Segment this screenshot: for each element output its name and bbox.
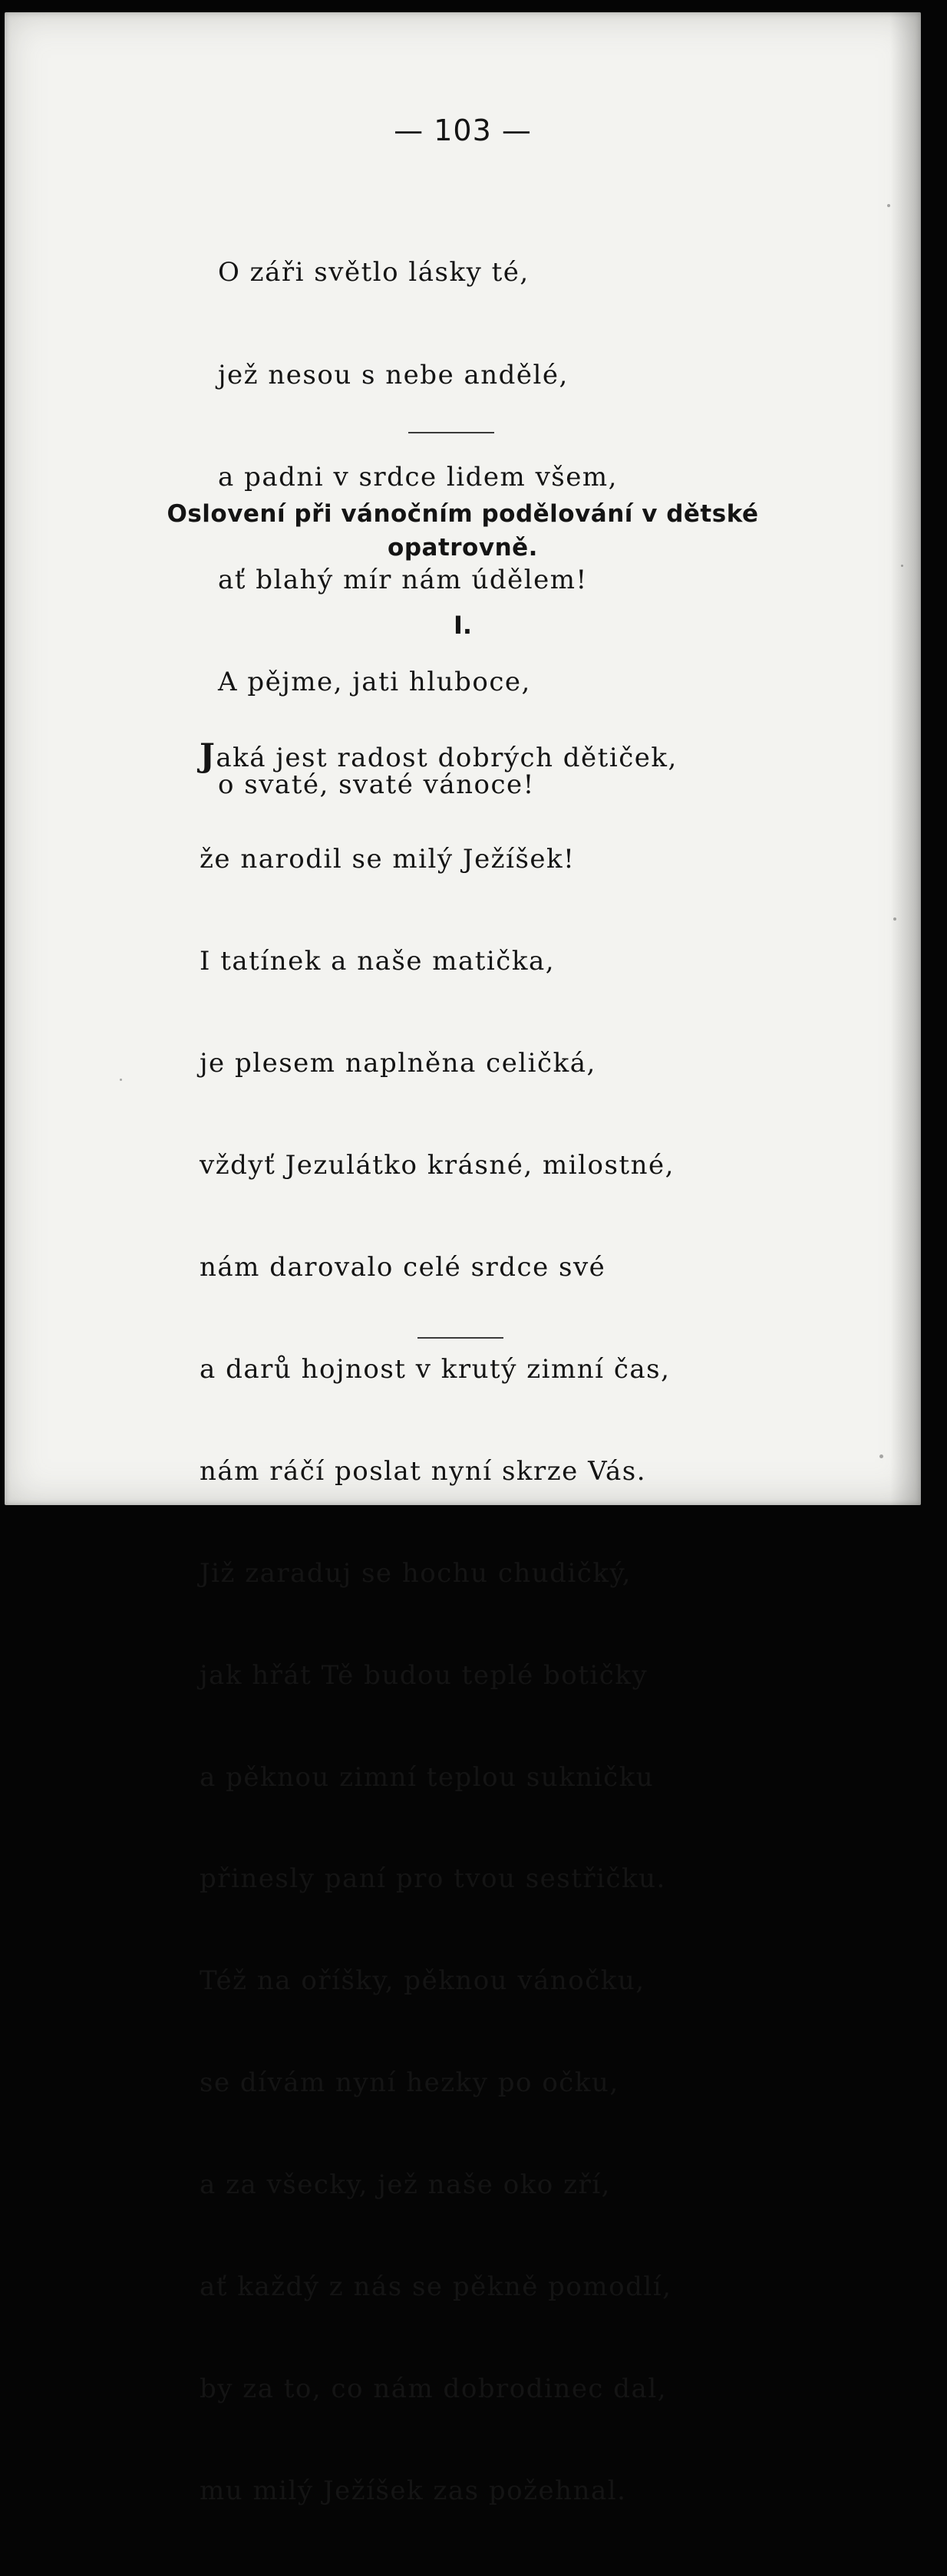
section-number: I. xyxy=(453,611,473,640)
paper-speck xyxy=(893,917,896,921)
paper-speck xyxy=(901,565,903,567)
section-title-line-2: opatrovně. xyxy=(388,534,538,562)
poem-line: ať každý z nás se pěkně pomodlí, xyxy=(200,2271,672,2302)
poem-line: O záři světlo lásky té, xyxy=(218,257,530,288)
poem-line: jak hřát Tě budou teplé botičky xyxy=(200,1659,648,1691)
paper-speck xyxy=(887,204,890,207)
poem-line: by za to, co nám dobrodinec dal, xyxy=(200,2373,667,2404)
section-divider xyxy=(408,432,494,433)
paper-speck xyxy=(120,1079,122,1081)
poem-line: je plesem naplněna celičká, xyxy=(200,1048,596,1079)
poem-line: přinesly paní pro tvou sestřičku. xyxy=(200,1863,666,1895)
poem-line: o svaté, svaté vánoce! xyxy=(218,769,535,800)
section-title-line-1: Oslovení při vánočním podělování v dětské xyxy=(167,500,759,528)
poem-first-line xyxy=(200,736,678,775)
poem-line: a padni v srdce lidem všem, xyxy=(218,462,618,492)
poem-line: Již zaraduj se hochu chudičký, xyxy=(200,1557,632,1589)
poem-line: nám darovalo celé srdce své xyxy=(200,1252,606,1283)
poem-line: ať blahý mír nám údělem! xyxy=(218,564,588,595)
page-number: — 103 — xyxy=(394,114,532,147)
decorative-initial: J xyxy=(200,736,216,774)
poem-line: A pějme, jati hluboce, xyxy=(218,667,531,697)
poem-line-rest: aká jest radost dobrých dětiček, xyxy=(216,742,678,773)
poem-line: že narodil se milý Ježíšek! xyxy=(200,844,576,875)
poem-line: se dívám nyní hezky po očku, xyxy=(200,2067,619,2099)
poem-line: Též na oříšky, pěknou vánočku, xyxy=(200,1965,645,1997)
poem-line: jež nesou s nebe andělé, xyxy=(218,359,569,390)
book-page xyxy=(5,12,921,2506)
end-divider xyxy=(417,1337,503,1339)
poem-line: a pěknou zimní teplou sukničku xyxy=(200,1761,655,1793)
poem-line: mu milý Ježíšek zas požehnal. xyxy=(200,2475,627,2506)
poem-line: nám ráčí poslat nyní skrze Vás. xyxy=(200,1455,647,1487)
poem-line: I tatínek a naše matička, xyxy=(200,946,556,977)
poem-line: a darů hojnost v krutý zimní čas, xyxy=(200,1353,671,1385)
poem-line: a za všecky, jež naše oko zří, xyxy=(200,2169,611,2201)
poem-stanza-two xyxy=(200,670,678,2576)
page-edge-shadow xyxy=(890,12,921,1505)
poem-line: vždyť Jezulátko krásné, milostné, xyxy=(200,1150,675,1181)
paper-speck xyxy=(879,1454,883,1458)
